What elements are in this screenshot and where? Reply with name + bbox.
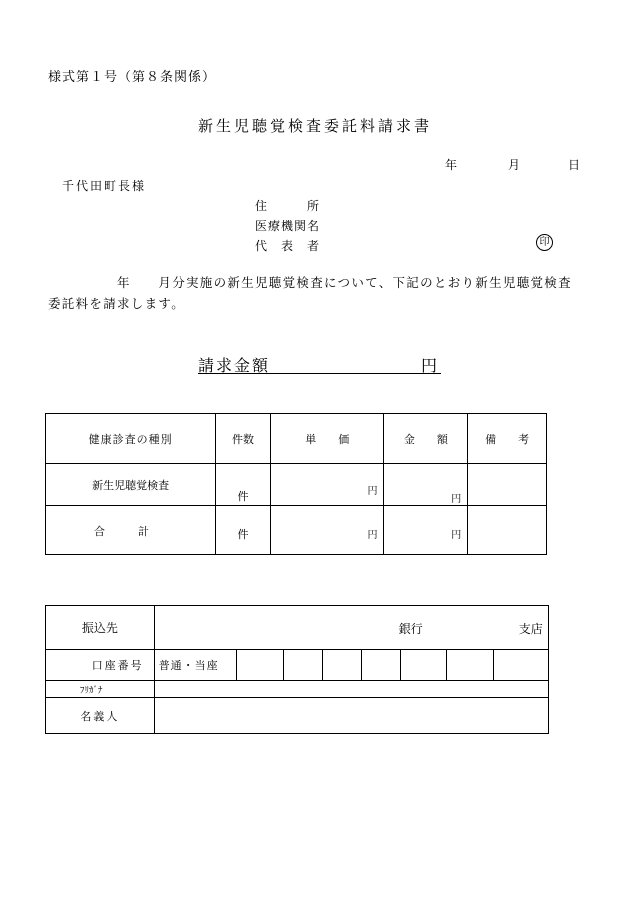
date-day-label: 日 xyxy=(568,158,581,172)
account-type[interactable]: 普通・当座 xyxy=(154,650,237,681)
branch-suffix: 支店 xyxy=(518,622,543,636)
fee-table xyxy=(45,413,547,555)
addressee: 千代田町長様 xyxy=(62,179,147,193)
amount-cell[interactable] xyxy=(384,506,468,555)
institution-label: 医療機関名 xyxy=(255,219,321,233)
account-digit-7[interactable] xyxy=(494,650,549,681)
count-unit: 件 xyxy=(237,490,249,503)
table-row xyxy=(46,506,547,555)
row-type: 新生児聴覚検査 xyxy=(46,464,216,506)
holder-label: 名義人 xyxy=(46,698,155,734)
furigana-row xyxy=(46,681,549,698)
furigana-label: ﾌﾘｶﾞﾅ xyxy=(46,681,155,698)
header-amount: 金 額 xyxy=(384,414,468,464)
account-digit-1[interactable] xyxy=(237,650,284,681)
date-month-label: 月 xyxy=(508,158,521,172)
header-unit-price: 単 価 xyxy=(270,414,384,464)
form-number: 様式第１号（第８条関係） xyxy=(48,70,217,85)
count-unit: 件 xyxy=(237,528,249,541)
bank-suffix: 銀行 xyxy=(398,622,423,636)
account-digit-3[interactable] xyxy=(323,650,362,681)
account-row xyxy=(46,650,549,681)
table-row xyxy=(46,464,547,506)
amount-unit: 円 xyxy=(451,530,462,541)
request-statement: 年 月分実施の新生児聴覚検査について、下記のとおり新生児聴覚検査委託料を請求します。 xyxy=(48,275,572,311)
account-digit-4[interactable] xyxy=(361,650,400,681)
row-type: 合 計 xyxy=(46,506,216,555)
amount-unit: 円 xyxy=(451,494,462,505)
remarks-cell[interactable] xyxy=(468,464,547,506)
bank-name-cell[interactable] xyxy=(154,606,548,650)
transfer-row xyxy=(46,606,549,650)
request-amount-unit: 円 xyxy=(420,356,439,375)
representative-label: 代 表 者 xyxy=(255,239,321,253)
account-number-label: 口座番号 xyxy=(46,650,155,681)
transfer-label: 振込先 xyxy=(46,606,155,650)
bank-table xyxy=(45,605,549,734)
count-cell[interactable] xyxy=(216,464,271,506)
request-amount xyxy=(198,353,441,374)
amount-cell[interactable] xyxy=(384,464,468,506)
date-year-label: 年 xyxy=(445,158,458,172)
header-type: 健康診査の種別 xyxy=(46,414,216,464)
price-unit: 円 xyxy=(367,530,378,541)
request-amount-label: 請求金額 xyxy=(198,356,271,375)
account-digit-2[interactable] xyxy=(284,650,323,681)
document-title: 新生児聴覚検査委託料請求書 xyxy=(197,117,432,135)
remarks-cell[interactable] xyxy=(468,506,547,555)
holder-name-cell[interactable] xyxy=(154,698,548,734)
account-digit-6[interactable] xyxy=(447,650,494,681)
unit-price-cell[interactable] xyxy=(270,464,384,506)
header-count: 件数 xyxy=(216,414,271,464)
seal-mark: 印 xyxy=(536,234,553,251)
account-digit-5[interactable] xyxy=(400,650,447,681)
address-label: 住 所 xyxy=(255,199,321,213)
price-unit: 円 xyxy=(367,486,378,497)
count-cell[interactable] xyxy=(216,506,271,555)
unit-price-cell[interactable] xyxy=(270,506,384,555)
fee-table-header-row xyxy=(46,414,547,464)
header-remarks: 備 考 xyxy=(468,414,547,464)
furigana-cell[interactable] xyxy=(154,681,548,698)
holder-row xyxy=(46,698,549,734)
